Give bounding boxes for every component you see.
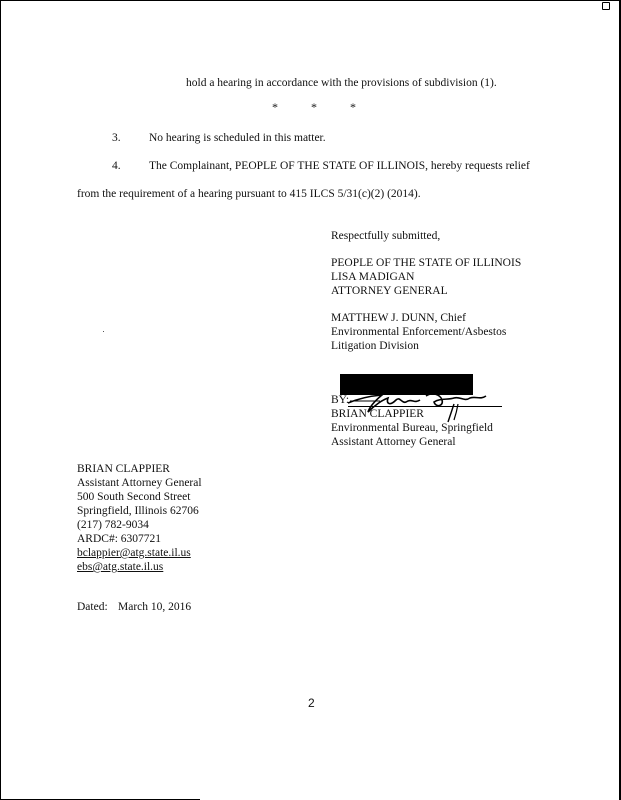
paragraph-3-number: 3.: [112, 132, 121, 144]
contact-street: 500 South Second Street: [77, 491, 191, 503]
party-block: [331, 256, 521, 298]
line-continuation: hold a hearing in accordance with the provisions of subdivision (1).: [186, 77, 497, 89]
paragraph-3-text: No hearing is scheduled in this matter.: [149, 132, 326, 144]
signer-line: Assistant Attorney General: [331, 436, 456, 448]
contact-ardc: ARDC#: 6307721: [77, 533, 162, 545]
paragraph-4-text: The Complainant, PEOPLE OF THE STATE OF ILLINOIS, hereby requests relief: [149, 160, 530, 172]
contact-email-link[interactable]: ebs@atg.state.il.us: [77, 561, 164, 573]
signer-block: [331, 407, 493, 449]
contact-name: BRIAN CLAPPIER: [77, 463, 170, 475]
asterisk: *: [311, 100, 317, 114]
party-line: LISA MADIGAN: [331, 271, 415, 283]
contact-block: [77, 462, 202, 574]
paragraph-4-number: 4.: [112, 160, 121, 172]
dated-value: March 10, 2016: [118, 601, 192, 613]
contact-title: Assistant Attorney General: [77, 477, 202, 489]
signer-line: BRIAN CLAPPIER: [331, 408, 424, 420]
dated-label: Dated:: [77, 601, 108, 613]
chief-line: MATTHEW J. DUNN, Chief: [331, 312, 466, 324]
chief-line: Litigation Division: [331, 340, 419, 352]
contact-phone: (217) 782-9034: [77, 519, 149, 531]
chief-block: [331, 311, 506, 353]
party-line: PEOPLE OF THE STATE OF ILLINOIS: [331, 257, 522, 269]
asterisk-separator: [272, 100, 356, 115]
scan-corner-mark: [602, 2, 610, 10]
scan-border-top: [0, 0, 621, 1]
closing: Respectfully submitted,: [331, 230, 441, 242]
scan-speck: [103, 331, 104, 332]
chief-line: Environmental Enforcement/Asbestos: [331, 326, 507, 338]
asterisk: *: [272, 100, 278, 114]
signer-line: Environmental Bureau, Springfield: [331, 422, 493, 434]
contact-city: Springfield, Illinois 62706: [77, 505, 199, 517]
by-label: BY:: [331, 394, 350, 406]
asterisk: *: [350, 100, 356, 114]
party-line: ATTORNEY GENERAL: [331, 285, 448, 297]
page-number: 2: [308, 696, 315, 710]
scan-border-left: [0, 0, 1, 800]
paragraph-4-continuation: from the requirement of a hearing pursuant to 415 ILCS 5/31(c)(2) (2014).: [77, 188, 421, 200]
contact-email-link[interactable]: bclappier@atg.state.il.us: [77, 547, 191, 559]
